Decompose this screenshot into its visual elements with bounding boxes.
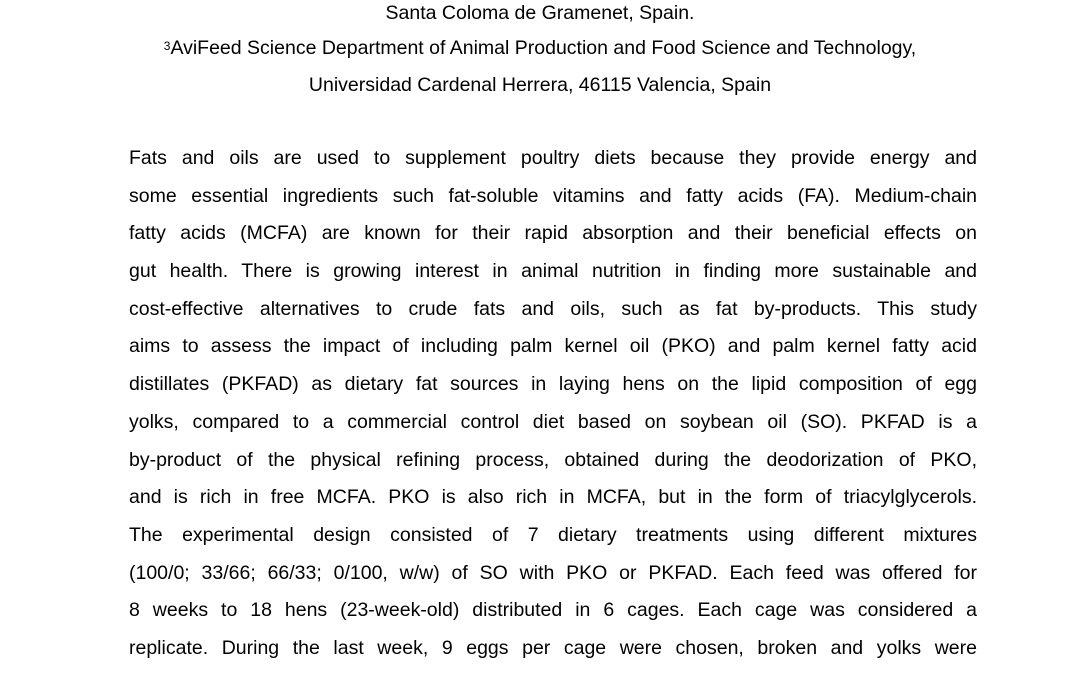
abstract-line: 8 weeks to 18 hens (23-week-old) distributed in 6 cages. Each cage was considered a xyxy=(129,599,977,622)
abstract-line: fatty acids (MCFA) are known for their rapid absorption and their beneficial effects on xyxy=(129,222,977,245)
affiliation-line-3: Universidad Cardenal Herrera, 46115 Valencia, Spain xyxy=(308,74,772,96)
affiliation-line-2 xyxy=(0,35,1080,61)
abstract-line: cost-effective alternatives to crude fats and oils, such as fat by-products. This study xyxy=(129,297,977,320)
abstract-line: yolks, compared to a commercial control diet based on soybean oil (SO). PKFAD is a xyxy=(129,410,977,433)
affiliation-line-1: Santa Coloma de Gramenet, Spain. xyxy=(385,2,695,24)
abstract-line: some essential ingredients such fat-soluble vitamins and fatty acids (FA). Medium-chain xyxy=(129,184,977,207)
abstract-line: distillates (PKFAD) as dietary fat sources in laying hens on the lipid composition of egg xyxy=(129,373,977,396)
affiliation-superscript: 3 xyxy=(163,39,171,53)
abstract-line: by-product of the physical refining process, obtained during the deodorization of PKO, xyxy=(129,448,977,471)
affiliation-line-2-text: AviFeed Science Department of Animal Production and Food Science and Technology, xyxy=(170,37,917,59)
abstract-line: The experimental design consisted of 7 dietary treatments using different mixtures xyxy=(129,523,977,546)
abstract-line: aims to assess the impact of including palm kernel oil (PKO) and palm kernel fatty acid xyxy=(129,335,977,358)
abstract-line: (100/0; 33/66; 66/33; 0/100, w/w) of SO with PKO or PKFAD. Each feed was offered for xyxy=(129,561,977,584)
abstract-paragraph xyxy=(129,145,977,673)
abstract-line: and is rich in free MCFA. PKO is also rich in MCFA, but in the form of triacylglycerols. xyxy=(129,486,977,509)
abstract-line: gut health. There is growing interest in animal nutrition in finding more sustainable and xyxy=(129,260,977,283)
abstract-line: Fats and oils are used to supplement poultry diets because they provide energy and xyxy=(129,147,977,169)
abstract-line: replicate. During the last week, 9 eggs per cage were chosen, broken and yolks were xyxy=(129,636,977,659)
